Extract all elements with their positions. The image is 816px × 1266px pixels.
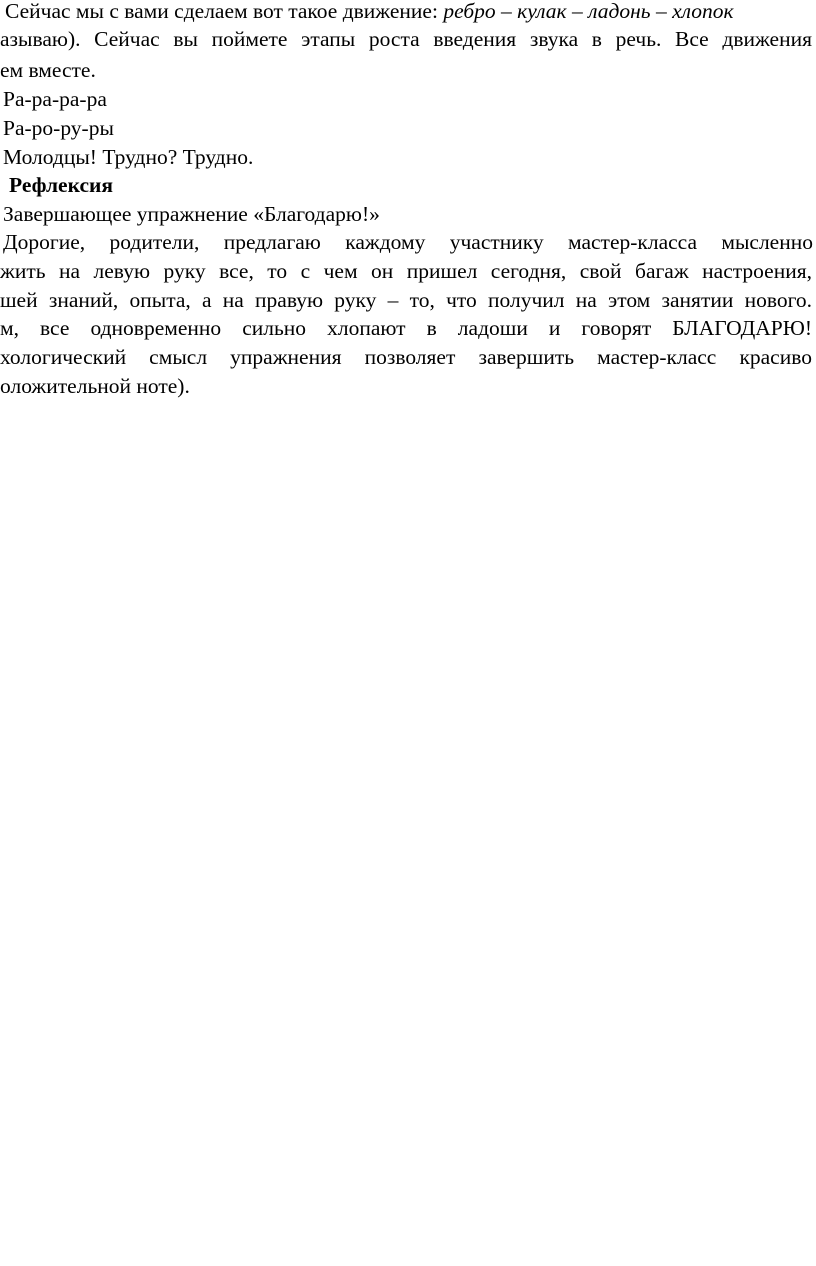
text-line-13: хологический смысл упражнения позволяет завершить мастер-класс красиво <box>0 345 812 369</box>
text-line-9: Дорогие, родители, предлагаю каждому участнику мастер-класса мысленно <box>3 230 813 254</box>
text-line-10: жить на левую руку все, то с чем он пришел сегодня, свой багаж настроения, <box>0 259 812 283</box>
text-line-1-italic: ребро – кулак – ладонь – хлопок <box>443 0 734 23</box>
text-line-12: м, все одновременно сильно хлопают в ладоши и говорят БЛАГОДАРЮ! <box>0 316 812 340</box>
text-line-2: азываю). Сейчас вы поймете этапы роста введения звука в речь. Все движения <box>0 27 812 51</box>
text-line-14: оложительной ноте). <box>0 374 190 398</box>
text-line-6: Молодцы! Трудно? Трудно. <box>3 145 254 169</box>
text-line-11: шей знаний, опыта, а на правую руку – то, что получил на этом занятии нового. <box>0 288 812 312</box>
text-line-3: ем вместе. <box>0 58 96 82</box>
text-line-5: Ра-ро-ру-ры <box>3 116 114 140</box>
text-line-1 <box>5 0 734 25</box>
text-line-4: Ра-ра-ра-ра <box>3 87 107 111</box>
section-heading: Рефлексия <box>9 173 114 197</box>
text-line-1-normal: Сейчас мы с вами сделаем вот такое движение: <box>5 0 444 23</box>
text-line-8: Завершающее упражнение «Благодарю!» <box>3 202 380 226</box>
